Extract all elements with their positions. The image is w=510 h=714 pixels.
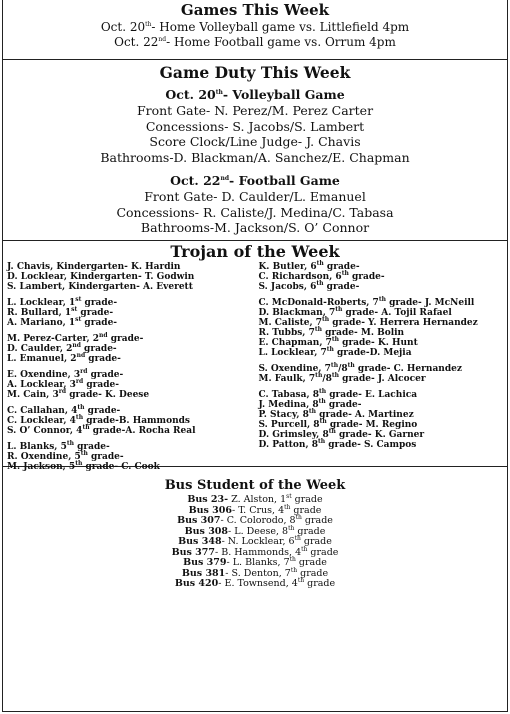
entry-text: grade- J. Alcocer (339, 374, 426, 384)
trojan-entry (7, 282, 258, 292)
trojan-entry (258, 410, 507, 420)
trojan-entry (258, 390, 507, 400)
ordinal-suffix: th (295, 513, 302, 521)
entry-text: K. Butler, 6 (258, 262, 317, 272)
trojan-entry (258, 338, 507, 348)
trojan-group (258, 298, 507, 358)
trojan-entry (7, 426, 258, 436)
bus-entry (3, 576, 507, 590)
duty-line: Concessions- S. Jacobs/S. Lambert (145, 118, 365, 134)
grade-text: grade (307, 546, 339, 558)
bus-number: Bus 379 (183, 557, 227, 568)
trojan-group (7, 334, 258, 364)
trojan-entry (258, 282, 507, 292)
trojan-entry (258, 430, 507, 440)
entry-text: D. Locklear, Kindergarten- T. Godwin (7, 272, 195, 282)
ordinal-suffix: th (301, 545, 308, 553)
trojan-entry (7, 416, 258, 426)
ordinal-suffix: th (322, 316, 330, 323)
trojan-entry (7, 406, 258, 416)
entry-text: J. Medina, 8 (258, 400, 319, 410)
bus-number: Bus 377 (171, 546, 216, 558)
trojan-group (258, 364, 507, 384)
entry-text: J. Chavis, Kindergarten- K. Hardin (7, 262, 181, 272)
ordinal-suffix: th (284, 503, 291, 511)
grade-text: grade (291, 494, 323, 505)
entry-text: E. Chapman, 7 (258, 338, 332, 348)
entry-text: P. Stacy, 8 (258, 410, 309, 420)
ordinal-suffix: th (66, 440, 74, 447)
entry-text: C. Locklear, 4 (7, 416, 76, 426)
trojan-group (7, 370, 258, 400)
grade-text: grade (297, 567, 329, 579)
event-heading: Oct. 22nd- Football Game (170, 173, 340, 188)
ordinal-suffix: th (319, 418, 327, 425)
entry-text: grade- C. Cook (82, 462, 160, 472)
duty-line: Front Gate- N. Perez/M. Perez Carter (136, 103, 374, 118)
trojan-entry (258, 328, 507, 338)
ordinal-suffix: st (286, 492, 292, 500)
student-name: - L. Deese, 8 (228, 525, 289, 537)
entry-text: M. Caliste, 7 (258, 318, 323, 328)
entry-text: grade- (323, 282, 360, 292)
ordinal-suffix: rd (58, 388, 67, 395)
student-name: - B. Hammonds, 4 (215, 546, 302, 558)
duty-line: Front Gate- D. Caulder/L. Emanuel (144, 189, 366, 204)
grade-text: grade (300, 536, 332, 547)
ordinal-suffix: th (331, 372, 340, 379)
trojan-group (258, 262, 507, 292)
ordinal-suffix: th (297, 576, 305, 584)
entry-text: M. Jackson, 5 (7, 462, 76, 472)
duty-line: Score Clock/Line Judge- J. Chavis (149, 134, 361, 149)
entry-text: R. Oxendine, 5 (7, 452, 81, 462)
entry-text: R. Bullard, 1 (7, 308, 72, 318)
entry-text: /8 (322, 374, 332, 384)
entry-text: grade- (84, 406, 121, 416)
trojan-entry (7, 298, 258, 308)
entry-text: C. Callahan, 4 (7, 406, 78, 416)
bus-title: Bus Student of the Week (164, 478, 346, 493)
games-title: Games This Week (180, 1, 330, 19)
trojan-title: Trojan of the Week (170, 242, 340, 261)
ordinal-suffix: th (294, 534, 301, 542)
bus-number: Bus 420 (174, 578, 219, 589)
bus-number: Bus 306 (188, 504, 233, 516)
trojan-group (258, 390, 507, 450)
student-name: - L. Blanks, 7 (226, 557, 290, 568)
trojan-entry (7, 334, 258, 344)
student-name: - E. Townsend, 4 (218, 578, 298, 589)
ordinal-suffix: th (290, 566, 298, 574)
game-line: Oct. 20th- Home Volleyball game vs. Littlefield 4pm (100, 20, 410, 34)
entry-text: grade- (73, 442, 110, 452)
entry-text: /8 (338, 364, 348, 374)
entry-text: S. Jacobs, 6 (258, 282, 317, 292)
ordinal-suffix: th (330, 362, 339, 369)
trojan-entry (258, 374, 507, 384)
trojan-left-column (7, 262, 258, 478)
entry-text: L. Locklear, 1 (7, 298, 76, 308)
entry-text: D. Grimsley, 8 (258, 430, 329, 440)
entry-text: D. Patton, 8 (258, 440, 318, 450)
bus-number: Bus 307 (177, 515, 221, 526)
entry-text: D. Caulder, 2 (7, 344, 73, 354)
entry-text: grade- M. Regino (326, 420, 418, 430)
trojan-group (7, 442, 258, 472)
entry-text: grade-A. Rocha Real (89, 426, 196, 436)
entry-text: grade- S. Campos (325, 440, 417, 450)
ordinal-suffix: st (75, 296, 82, 303)
student-name: - S. Denton, 7 (225, 567, 291, 579)
entry-text: grade- K. Hunt (339, 338, 418, 348)
entry-text: A. Mariano, 1 (7, 318, 76, 328)
ordinal-suffix: th (331, 336, 340, 343)
entry-text: grade- (87, 370, 124, 380)
entry-text: grade- A. Martinez (316, 410, 414, 420)
trojan-entry (7, 390, 258, 400)
trojan-entry (7, 272, 258, 282)
student-name: - N. Locklear, 6 (221, 536, 295, 547)
entry-text: grade- (348, 272, 385, 282)
student-name: - C. Colorodo, 8 (220, 515, 296, 526)
entry-text: grade- K. Garner (335, 430, 425, 440)
entry-text: M. Faulk, 7 (258, 374, 316, 384)
ordinal-suffix: th (341, 270, 349, 277)
ordinal-suffix: st (71, 306, 78, 313)
ordinal-suffix: th (378, 296, 386, 303)
entry-text: L. Emanuel, 2 (7, 354, 77, 364)
grade-text: grade (301, 515, 333, 526)
trojan-entry (7, 318, 258, 328)
game-line: Oct. 22nd- Home Football game vs. Orrum 4pm (114, 35, 396, 49)
grade-text: grade (304, 578, 336, 589)
game-duty-section (3, 60, 507, 241)
ordinal-suffix: th (316, 260, 324, 267)
ordinal-suffix: th (289, 555, 296, 563)
trojan-entry (7, 262, 258, 272)
trojan-entry (258, 400, 507, 410)
entry-text: grade- (85, 354, 121, 364)
ordinal-suffix: nd (76, 352, 86, 359)
entry-text: grade-D. Mejia (333, 348, 412, 358)
entry-text: grade- C. Hernandez (354, 364, 462, 374)
ordinal-suffix: th (82, 424, 90, 431)
trojan-entry (258, 308, 507, 318)
ordinal-suffix: th (314, 326, 322, 333)
trojan-entry (258, 348, 507, 358)
entry-text: grade- (325, 400, 362, 410)
entry-text: E. Oxendine, 3 (7, 370, 81, 380)
bus-number: Bus 308 (184, 525, 229, 537)
game-duty-title: Game Duty This Week (159, 63, 351, 82)
ordinal-suffix: th (75, 460, 83, 467)
bus-number: Bus 23- (187, 494, 229, 505)
entry-text: L. Locklear, 7 (258, 348, 327, 358)
entry-text: M. Cain, 3 (7, 390, 59, 400)
trojan-entry (7, 462, 258, 472)
ordinal-suffix: th (315, 372, 323, 379)
trojan-group (7, 298, 258, 328)
ordinal-suffix: th (318, 388, 327, 395)
duty-line: Bathrooms-M. Jackson/S. O’ Connor (140, 220, 370, 235)
entry-text: grade- Y. Herrera Hernandez (329, 318, 478, 328)
entry-text: grade- K. Deese (66, 390, 150, 400)
entry-text: S. Purcell, 8 (258, 420, 320, 430)
trojan-entry (258, 298, 507, 308)
trojan-entry (258, 440, 507, 450)
entry-text: grade- (77, 308, 114, 318)
ordinal-suffix: st (75, 316, 82, 323)
trojan-entry (258, 272, 507, 282)
ordinal-suffix: th (318, 398, 326, 405)
student-name: Z. Alston, 1 (228, 494, 287, 505)
trojan-group (7, 406, 258, 436)
entry-text: grade- (107, 334, 144, 344)
bus-number: Bus 381 (181, 567, 226, 579)
bus-number: Bus 348 (178, 536, 222, 547)
trojan-entry (7, 442, 258, 452)
entry-text: grade- (87, 452, 124, 462)
entry-text: grade- (80, 344, 117, 354)
ordinal-suffix: th (316, 280, 324, 287)
entry-text: grade- A. Tojil Rafael (342, 308, 452, 318)
entry-text: S. O’ Connor, 4 (7, 426, 83, 436)
ordinal-suffix: th (335, 306, 343, 313)
bus-section (3, 467, 507, 590)
entry-text: grade- J. McNeill (385, 298, 475, 308)
entry-text: R. Tubbs, 7 (258, 328, 315, 338)
entry-text: C. Richardson, 6 (258, 272, 342, 282)
bus-list (3, 492, 507, 590)
event-heading: Oct. 20th- Volleyball Game (165, 87, 345, 102)
ordinal-suffix: th (347, 362, 355, 369)
entry-text: S. Lambert, Kindergarten- A. Everett (7, 282, 193, 292)
ordinal-suffix: nd (99, 332, 108, 339)
trojan-entry (258, 262, 507, 272)
ordinal-suffix: nd (72, 342, 81, 349)
trojan-entry (258, 364, 507, 374)
trojan-entry (7, 380, 258, 390)
grade-text: grade (295, 557, 327, 568)
entry-text: grade- (81, 298, 118, 308)
ordinal-suffix: th (308, 408, 317, 415)
games-section (3, 0, 507, 60)
entry-text: grade-B. Hammonds (83, 416, 190, 426)
trojan-entry (7, 354, 258, 364)
trojan-group (7, 262, 258, 292)
ordinal-suffix: th (80, 450, 88, 457)
entry-text: D. Blackman, 7 (258, 308, 336, 318)
ordinal-suffix: th (75, 414, 84, 421)
trojan-right-column (258, 262, 507, 478)
entry-text: grade- (83, 380, 120, 390)
entry-text: grade- M. Bolin (321, 328, 405, 338)
grade-text: grade (294, 525, 326, 537)
entry-text: C. Tabasa, 8 (258, 390, 319, 400)
trojan-entry (7, 452, 258, 462)
newsletter-page (2, 0, 508, 712)
duty-line: Bathrooms-D. Blackman/A. Sanchez/E. Chapman (100, 149, 410, 165)
entry-text: grade- (81, 318, 118, 328)
ordinal-suffix: rd (75, 378, 84, 385)
ordinal-suffix: th (326, 346, 334, 353)
ordinal-suffix: th (288, 524, 295, 532)
trojan-section (3, 241, 507, 472)
ordinal-suffix: rd (80, 368, 88, 375)
entry-text: grade- (323, 262, 360, 272)
trojan-entry (258, 318, 507, 328)
entry-text: L. Blanks, 5 (7, 442, 67, 452)
trojan-entry (7, 370, 258, 380)
ordinal-suffix: th (328, 428, 336, 435)
entry-text: M. Perez-Carter, 2 (7, 334, 100, 344)
entry-text: A. Locklear, 3 (7, 380, 76, 390)
entry-text: S. Oxendine, 7 (258, 364, 331, 374)
ordinal-suffix: th (77, 404, 85, 411)
trojan-entry (7, 308, 258, 318)
duty-line: Concessions- R. Caliste/J. Medina/C. Tabasa (116, 204, 394, 220)
grade-text: grade (290, 504, 322, 516)
trojan-entry (258, 420, 507, 430)
student-name: - T. Crus, 4 (232, 504, 285, 516)
entry-text: C. McDonald-Roberts, 7 (258, 298, 379, 308)
ordinal-suffix: th (317, 438, 326, 445)
trojan-entry (7, 344, 258, 354)
entry-text: grade- E. Lachica (326, 390, 418, 400)
